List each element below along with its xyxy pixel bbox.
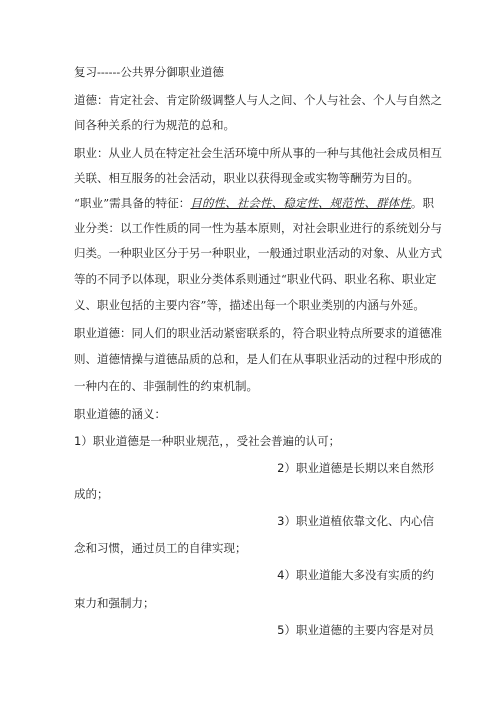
list-item: 5）职业道德的主要内容是对员 — [277, 623, 434, 637]
paragraph-line — [74, 196, 434, 210]
paragraph-line: 则、道德情操与道德品质的总和，是人们在从事职业活动的过程中形成的 — [74, 352, 442, 366]
paragraph-line: 一种内在的、非强制性的约束机制。 — [74, 379, 258, 393]
section-heading: 职业道德的涵义： — [74, 407, 166, 421]
list-item: 1）职业道德是一种职业规范，，受社会普遍的认可； — [74, 434, 341, 448]
list-item-continuation: 念和习惯，通过员工的自律实现； — [74, 541, 247, 555]
features-label: “职业”需具备的特征： — [74, 196, 191, 210]
paragraph-line: 道德：肯定社会、肯定阶级调整人与人之间、个人与社会、个人与自然之 — [74, 93, 442, 107]
doc-title: 复习------公共界分御职业道德 — [74, 65, 224, 79]
paragraph-line: 义、职业包括的主要内容”等，描述出每一个职业类别的内涵与外延。 — [74, 298, 425, 312]
list-item: 4）职业道能大多没有实质的约 — [277, 568, 434, 582]
paragraph-line: 等的不同予以体现，职业分类体系则通过“职业代码、职业名称、职业定 — [74, 272, 437, 286]
features-tail: 。职 — [410, 196, 434, 210]
list-item: 2）职业道德是长期以来自然形 — [277, 461, 434, 475]
list-item-continuation: 束力和强制力； — [74, 596, 155, 610]
features-underlined: 目的性、社会性、稳定性、规范性、群体性 — [190, 196, 411, 210]
paragraph-line: 业分类：以工作性质的同一性为基本原则，对社会职业进行的系统划分与 — [74, 221, 442, 235]
list-item: 3）职业道植依靠文化、内心信 — [277, 514, 434, 528]
paragraph-line: 职业道德：同人们的职业活动紧密联系的，符合职业特点所要求的道德准 — [74, 326, 442, 340]
paragraph-line: 职业：从业人员在特定社会生活环境中所从事的一种与其他社会成员相互 — [74, 146, 442, 160]
list-item-continuation: 成的； — [74, 487, 109, 501]
paragraph-line: 间各种关系的行为规范的总和。 — [74, 118, 235, 132]
paragraph-line: 归类。一种职业区分于另一种职业，一般通过职业活动的对象、从业方式 — [74, 246, 442, 260]
paragraph-line: 关联、相互服务的社会活动，职业以获得现金或实物等酬劳为目的。 — [74, 171, 419, 185]
